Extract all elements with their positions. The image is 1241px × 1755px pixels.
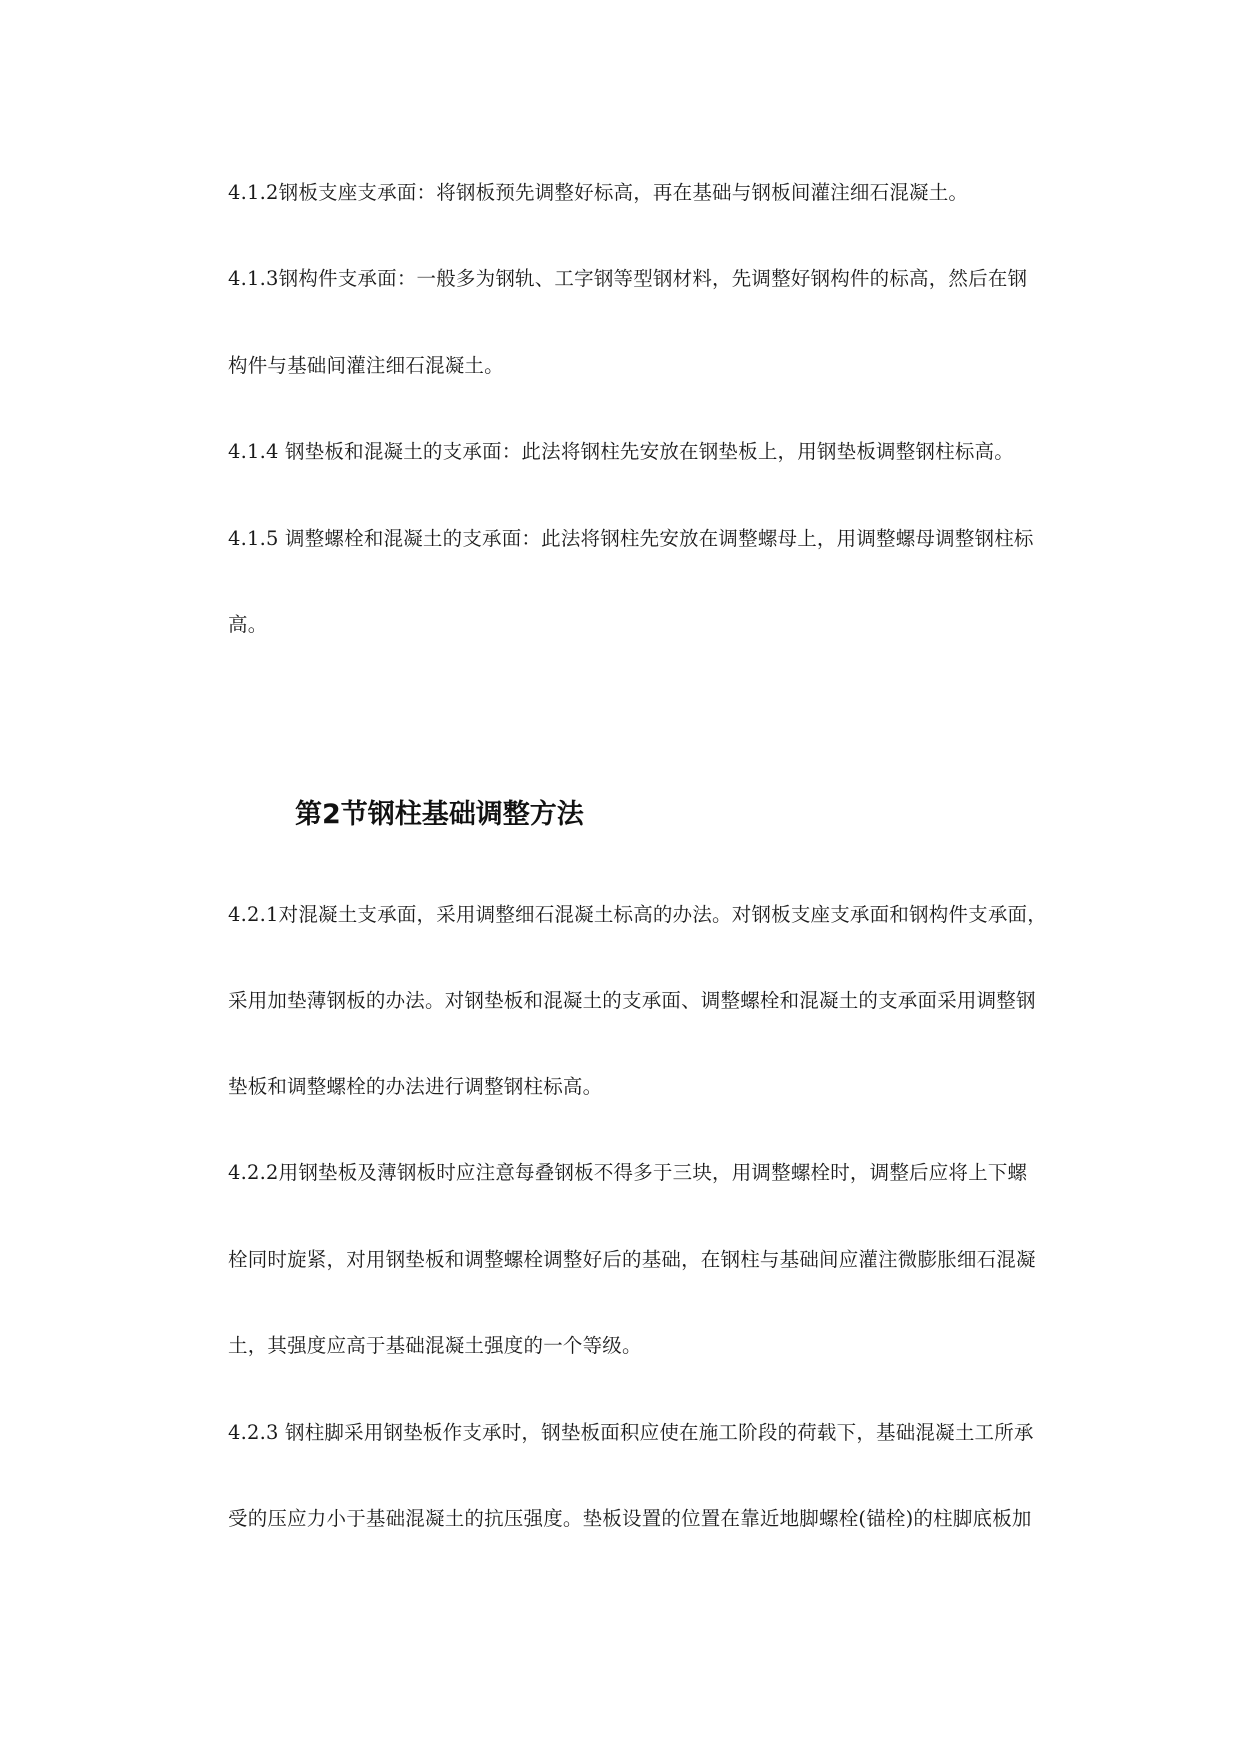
- section-heading: 第2节钢柱基础调整方法: [295, 799, 584, 830]
- paragraph-4-1-5-line-1: 4.1.5 调整螺栓和混凝土的支承面：此法将钢柱先安放在调整螺母上，用调整螺母调整钢柱标: [228, 527, 1034, 550]
- paragraph-4-1-4-line-1: 4.1.4 钢垫板和混凝土的支承面：此法将钢柱先安放在钢垫板上，用钢垫板调整钢柱标高。: [228, 440, 1014, 463]
- paragraph-4-1-2-line-1: 4.1.2钢板支座支承面：将钢板预先调整好标高，再在基础与钢板间灌注细石混凝土。: [228, 181, 969, 204]
- paragraph-4-2-2-line-3: 土，其强度应高于基础混凝土强度的一个等级。: [228, 1334, 642, 1357]
- paragraph-4-1-3-line-1: 4.1.3钢构件支承面：一般多为钢轨、工字钢等型钢材料，先调整好钢构件的标高，然后在钢: [228, 267, 1028, 290]
- paragraph-4-2-3-line-1: 4.2.3 钢柱脚采用钢垫板作支承时，钢垫板面积应使在施工阶段的荷载下，基础混凝土工所承: [228, 1421, 1034, 1444]
- paragraph-4-2-1-line-2: 采用加垫薄钢板的办法。对钢垫板和混凝土的支承面、调整螺栓和混凝土的支承面采用调整钢: [228, 989, 1036, 1012]
- paragraph-4-2-2-line-2: 栓同时旋紧，对用钢垫板和调整螺栓调整好后的基础，在钢柱与基础间应灌注微膨胀细石混凝: [228, 1248, 1036, 1271]
- paragraph-4-1-3-line-2: 构件与基础间灌注细石混凝土。: [228, 354, 504, 377]
- paragraph-4-1-5-line-2: 高。: [228, 613, 268, 636]
- paragraph-4-2-1-line-1: 4.2.1对混凝土支承面，采用调整细石混凝土标高的办法。对钢板支座支承面和钢构件支承面，: [228, 903, 1047, 926]
- paragraph-4-2-1-line-3: 垫板和调整螺栓的办法进行调整钢柱标高。: [228, 1075, 603, 1098]
- paragraph-4-2-3-line-2: 受的压应力小于基础混凝土的抗压强度。垫板设置的位置在靠近地脚螺栓(锚栓)的柱脚底板加: [228, 1507, 1032, 1530]
- paragraph-4-2-2-line-1: 4.2.2用钢垫板及薄钢板时应注意每叠钢板不得多于三块，用调整螺栓时，调整后应将上下螺: [228, 1161, 1028, 1184]
